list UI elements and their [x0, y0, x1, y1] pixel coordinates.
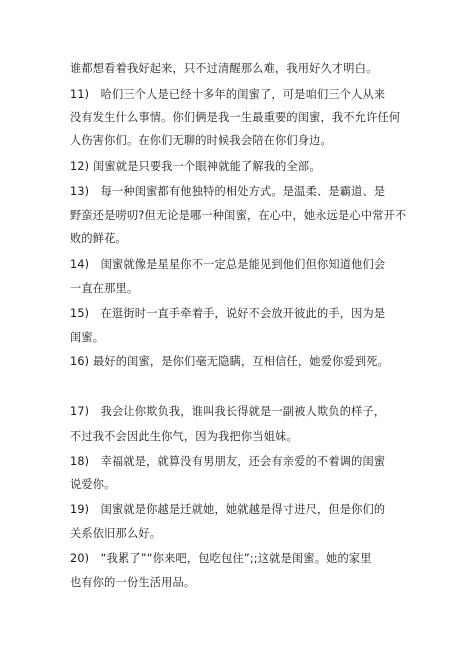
- text-line: 16) 最好的闺蜜，是你们毫无隐瞒，互相信任，她爱你爱到死。: [70, 355, 390, 368]
- text-line: 关系依旧那么好。: [70, 527, 162, 540]
- text-line: 没有发生什么事情。你们俩是我一生最重要的闺蜜，我不允许任何: [70, 111, 401, 124]
- text-line: 12) 闺蜜就是只要我一个眼神就能了解我的全部。: [70, 160, 321, 173]
- text-line: 说爱你。: [70, 478, 116, 491]
- text-line: 谁都想看着我好起来，只不过清醒那么难，我用好久才明白。: [70, 62, 378, 75]
- text-line: 19) 闺蜜就是你越是迁就她，她就越是得寸进尺，但是你们的: [70, 503, 386, 516]
- text-line: 不过我不会因此生你气，因为我把你当姐妹。: [70, 430, 298, 443]
- text-line: 18) 幸福就是，就算没有男朋友，还会有亲爱的不着调的闺蜜: [70, 455, 386, 468]
- text-line: 一直在那里。: [70, 282, 139, 295]
- text-line: 15) 在逛街时一直手牵着手，说好不会放开彼此的手，因为是: [70, 307, 386, 320]
- text-line: 野蛮还是唠叨?但无论是哪一种闺蜜，在心中，她永远是心中常开不: [70, 209, 407, 222]
- text-line: 11) 哈们三个人是已经十多年的闺蜜了，可是咱们三个人从来: [70, 88, 386, 101]
- text-line: 人伤害你们。在你们无聊的时候我会陪在你们身边。: [70, 134, 332, 147]
- text-line: 也有你的一份生活用品。: [70, 576, 196, 589]
- text-line: 败的鲜花。: [70, 232, 127, 245]
- text-line: 20) “我累了”“你来吧，包吃包住”;;这就是闺蜜。她的家里: [70, 552, 372, 565]
- text-line: 闺蜜。: [70, 331, 105, 344]
- text-line: 13) 每一种闺蜜都有他独特的相处方式。是温柔、是霸道、是: [70, 185, 386, 198]
- text-line: 17) 我会让你欺负我，谁叫我长得就是一副被人欺负的样子，: [70, 405, 386, 418]
- text-line: 14) 闺蜜就像是星星你不一定总是能见到他们但你知道他们会: [70, 258, 386, 271]
